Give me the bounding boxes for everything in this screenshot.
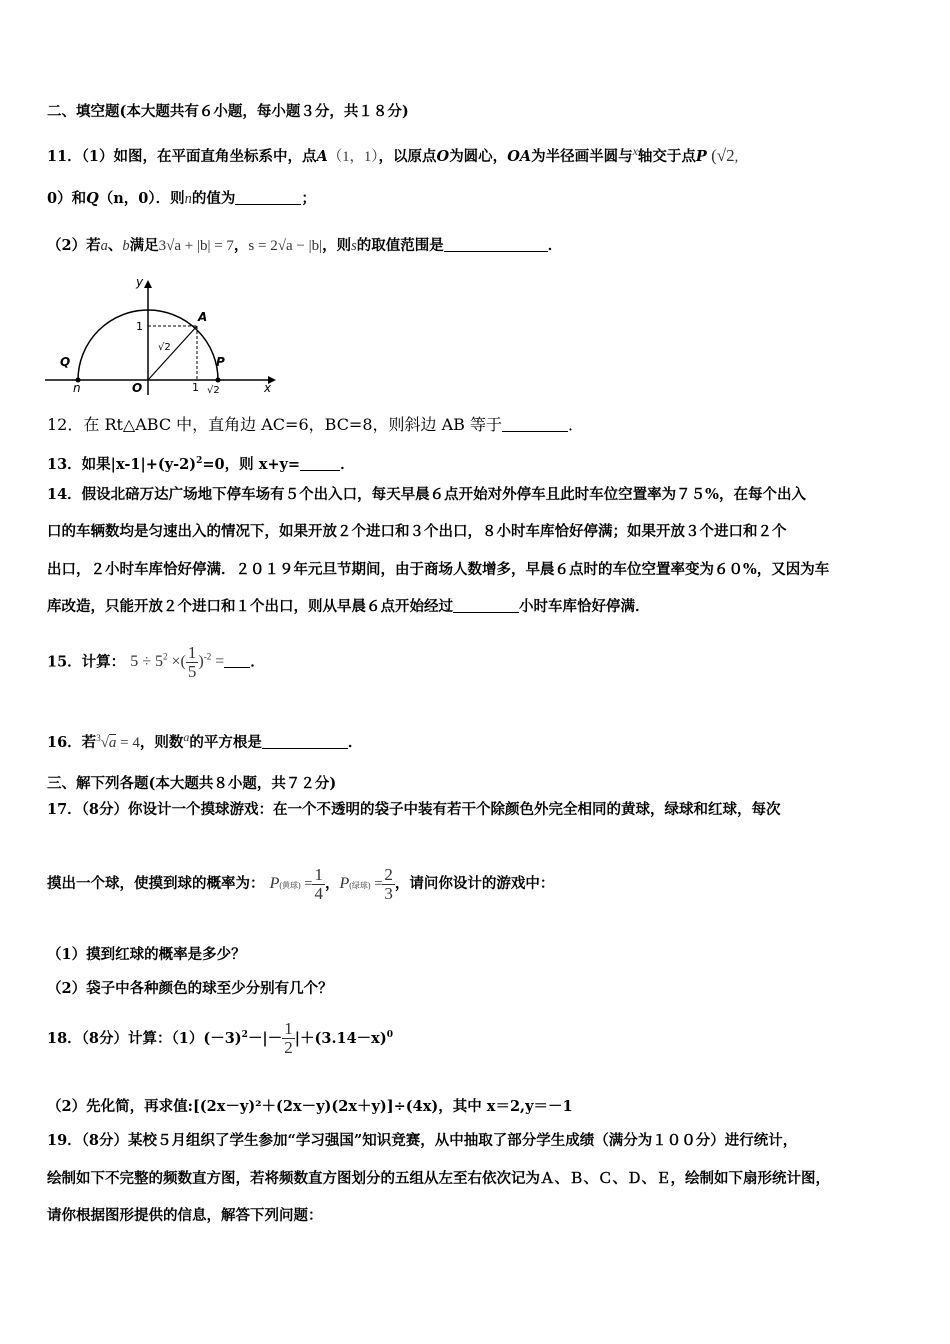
q11-part2-b: 满足 <box>129 237 159 254</box>
q11-text-c: 为圆心， <box>449 147 508 165</box>
q11-line2-end: ； <box>301 190 316 207</box>
q18-rest: |＋(3.14－x) <box>294 1029 387 1047</box>
q16-eq: = 4 <box>116 734 140 751</box>
q14-line4 <box>47 597 650 617</box>
q17-sub1: （1）摸到红球的概率是多少？ <box>47 946 246 963</box>
x-label: x <box>264 381 272 395</box>
q11-part2-a: （2）若 <box>47 237 101 254</box>
q11-line2-c: 的值为 <box>191 190 236 207</box>
sqrt2-x-label: √2 <box>207 385 220 396</box>
q11-oa: OA <box>507 147 532 165</box>
q13-end: ． <box>340 455 355 473</box>
q18-sup2: 2 <box>241 1030 248 1040</box>
q18-den: 2 <box>284 1038 293 1058</box>
q17-p2: P <box>339 875 350 892</box>
q18-mid: －|－ <box>247 1029 283 1047</box>
q14-answer-blank[interactable] <box>453 598 519 613</box>
q15-sup2: 2 <box>163 652 168 662</box>
q11-text-e: 轴交于点 <box>637 147 696 165</box>
q15-times: ×( <box>167 653 186 671</box>
q15-num: 1 <box>187 642 197 662</box>
q11-expr1: 3√a + |b| = 7 <box>158 238 234 254</box>
q18-part2: （2）先化简，再求值:[(2x－y)²＋(2x－y)(2x＋y)]÷(4x)，其中 x＝2,y＝－1 <box>47 1098 573 1115</box>
q11-o: O <box>436 147 450 165</box>
q11-a: a <box>100 238 108 254</box>
q11-text-a: 11．（1）如图，在平面直角坐标系中，点 <box>47 147 317 165</box>
q14-line4-b: 小时车库恰好停满． <box>519 598 650 615</box>
q18-line1 <box>47 1012 393 1062</box>
q16-end: ． <box>347 733 363 751</box>
q17-p1-den: 4 <box>314 883 323 903</box>
q16: 16．若$^3$√a = 4，则数$^a$的平方根是 ． <box>47 730 363 751</box>
q15-fraction <box>186 644 199 681</box>
q17-p2-num: 2 <box>384 864 393 884</box>
one-x-label: 1 <box>192 381 199 394</box>
q16-text: ，则数 <box>139 733 184 751</box>
segment-oa <box>148 326 197 380</box>
q11-line2 <box>47 189 316 209</box>
q17-p1-sub: (黄球) <box>279 881 301 890</box>
q11-period: ． <box>547 237 563 254</box>
q11-point-a: A <box>316 147 328 165</box>
q17-p2-sub: (绿球) <box>349 881 371 890</box>
q11-line2-a: 0）和 <box>47 190 87 207</box>
q13-sup: 2 <box>196 456 203 466</box>
q14-line2: 口的车辆数均是匀速出入的情况下，如果开放２个进口和３个出口，８小时车库恰好停满；如果开放３个进口和２个 <box>47 523 787 540</box>
q11-part2-c: ，则 <box>322 237 352 254</box>
q12-answer-blank[interactable] <box>502 417 568 432</box>
p-label: P <box>216 355 225 369</box>
q19-line2: 绘制如下不完整的频数直方图，若将频数直方图划分的五组从左至右依次记为Ａ、Ｂ、Ｃ、Ｄ、Ｅ，绘制如下扇形统计图， <box>47 1170 830 1187</box>
y-axis-arrow <box>144 280 152 288</box>
q12 <box>47 415 584 435</box>
q17-sub2: （2）袋子中各种颜色的球至少分别有几个？ <box>47 980 333 997</box>
q14-line3: 出口，２小时车库恰好停满．２０１９年元旦节期间，由于商场人数增多，早晨６点时的车位空置率变为６０%，又因为车 <box>47 561 830 578</box>
q12-end: ． <box>568 415 585 434</box>
q11-n: n <box>184 191 192 207</box>
q19-line1: 19．（8分）某校５月组织了学生参加“学习强国”知识竞赛，从中抽取了部分学生成绩（满分为１００分）进行统计， <box>47 1132 798 1149</box>
q11-line2-b: （n，0）．则 <box>98 190 185 207</box>
q18-num: 1 <box>284 1019 293 1039</box>
point-p <box>216 378 221 383</box>
q15-answer-blank[interactable] <box>224 653 250 668</box>
q11-expr2: s = 2√a − |b| <box>248 238 323 254</box>
q16-root-index: 3 <box>96 732 101 743</box>
q15-close: ) <box>198 653 204 671</box>
q11-line1: 11．（1）如图，在平面直角坐标系中，点A（1，1），以原点O为圆心，OA为半径画半圆与$^x$轴交于点P (√2, <box>47 144 739 165</box>
q13-text-a: 13．如果|x-1|+(y-2) <box>47 455 197 473</box>
q19-line3: 请你根据图形提供的信息，解答下列问题： <box>47 1207 323 1224</box>
q17-p1-num: 1 <box>314 864 323 884</box>
q11-part2-d: 的取值范围是 <box>356 237 444 254</box>
q11-x: x <box>632 144 638 158</box>
q14-line1: 14．假设北碚万达广场地下停车场有５个出入口，每天早晨６点开始对外停车且此时车位空置率为７５%，在每个出入 <box>47 486 806 503</box>
q11-answer-blank-1[interactable] <box>235 190 301 205</box>
section-3-title: 三、解下列各题(本大题共８小题，共７２分) <box>47 775 337 792</box>
one-y-label: 1 <box>136 320 143 333</box>
q17-p2-den: 3 <box>384 883 393 903</box>
q13 <box>47 451 355 475</box>
q14-line4-a: 库改造，只能开放２个进口和１个出口，则从早晨６点开始经过 <box>47 598 453 615</box>
q11-s: s <box>351 238 357 254</box>
q13-answer-blank[interactable] <box>300 456 340 471</box>
q17-line2-a: 摸出一个球，使摸到球的概率为： <box>47 875 265 892</box>
q18-sup0: 0 <box>386 1030 393 1040</box>
q11-text-b: ，以原点 <box>378 147 437 165</box>
q16-label: 16．若 <box>47 733 97 751</box>
q12-text: 12．在 Rt△ABC 中，直角边 AC=6，BC=8，则斜边 AB 等于 <box>47 415 503 434</box>
q11-sqrt2: √2 <box>716 145 735 165</box>
q17-line2: 摸出一个球，使摸到球的概率为： P(黄球) = $\frac{1}{4}$ ，P(绿球) = $\frac{2}{3}$ ，请问你设计的游戏中： <box>47 864 555 903</box>
q15-den: 5 <box>187 661 197 681</box>
q11-answer-blank-2[interactable] <box>444 237 548 252</box>
q17-frac1 <box>312 866 325 903</box>
q11-p: P <box>695 147 707 165</box>
section-2-title: 二、填空题(本大题共有６小题，每小题３分，共１８分) <box>47 103 409 120</box>
q11-sep: 、 <box>107 237 123 254</box>
q15-label: 15．计算： <box>47 653 126 671</box>
q11-b: b <box>122 238 130 254</box>
q16-a: a <box>183 730 190 744</box>
q18-fraction <box>282 1020 295 1057</box>
q16-radicand: a <box>108 734 117 751</box>
q13-text-b: =0，则 x+y= <box>202 455 301 473</box>
q11-line3 <box>47 236 562 256</box>
y-label: y <box>136 275 144 289</box>
a-label: A <box>198 310 208 324</box>
q15-expr-a: 5 ÷ 5 <box>130 653 164 671</box>
sqrt2-seg-label: √2 <box>158 342 171 353</box>
q11-q: Q <box>86 190 99 207</box>
q-label: Q <box>60 355 71 369</box>
q17-line2-b: ，请问你设计的游戏中： <box>394 875 555 892</box>
q16-answer-blank[interactable] <box>262 734 348 749</box>
q17-line1: 17．（8分）你设计一个摸球游戏：在一个不透明的袋子中装有若干个除颜色外完全相同的黄球，绿球和红球，每次 <box>47 801 781 818</box>
q15-supm2: -2 <box>203 652 212 662</box>
n-label: n <box>73 381 81 395</box>
q15-end: ． <box>250 653 265 671</box>
q11-comma: ， <box>233 237 249 254</box>
q17-p1: P <box>269 875 280 892</box>
q18-label: 18．（8分）计算：（1）(－3) <box>47 1029 242 1047</box>
q11-text-d: 为半径画半圆与 <box>531 147 633 165</box>
q11-coord-a: （1，1） <box>327 148 379 165</box>
q15-eq: = <box>211 653 225 671</box>
q15 <box>47 633 265 686</box>
semicircle-figure <box>40 270 280 400</box>
q17-frac2 <box>382 866 395 903</box>
q16-text2: 的平方根是 <box>189 733 262 751</box>
o-label: O <box>132 381 143 395</box>
